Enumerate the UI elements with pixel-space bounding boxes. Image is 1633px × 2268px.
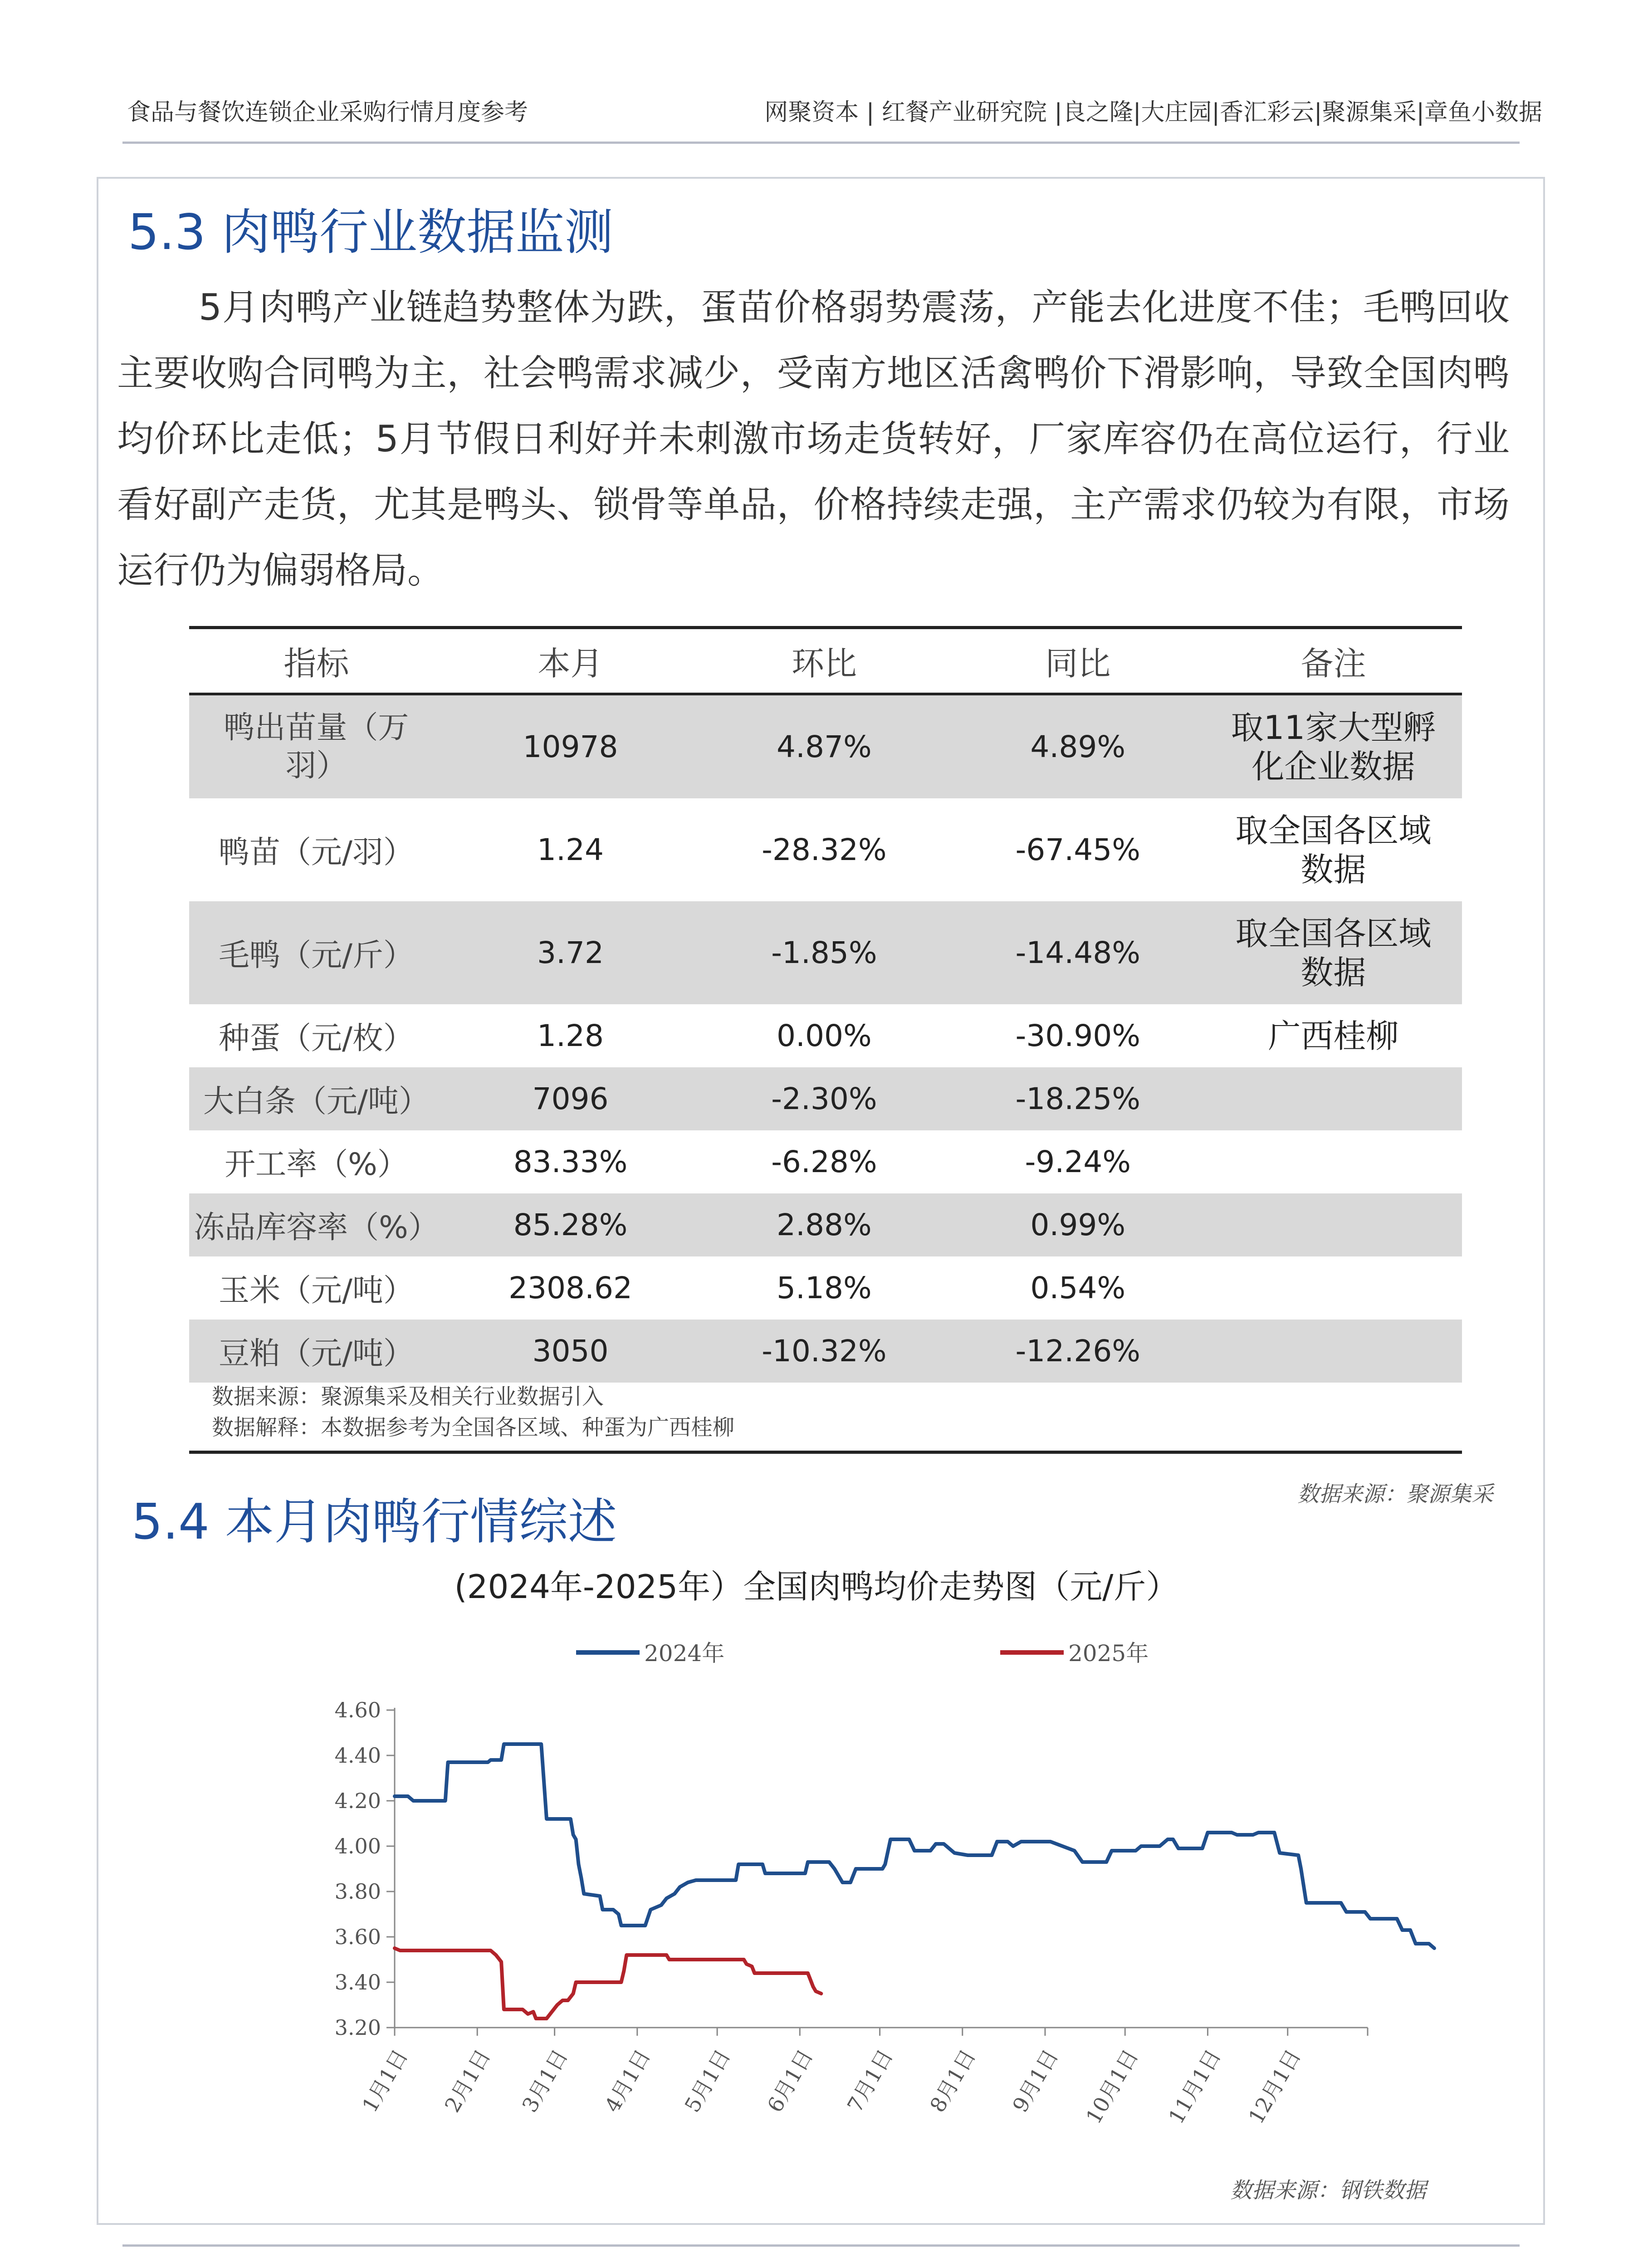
y-tick-label: 3.40	[334, 1970, 381, 1994]
row-indicator: 鸭出苗量（万羽）	[189, 694, 444, 798]
chart-title: (2024年-2025年）全国肉鸭均价走势图（元/斤）	[454, 1568, 1179, 1606]
x-tick-label: 1月1日	[357, 2045, 413, 2116]
section-5-4-title: 5.4 本月肉鸭行情综述	[132, 1494, 617, 1550]
y-tick-label: 3.60	[334, 1925, 381, 1949]
legend-label-2024: 2024年	[644, 1640, 725, 1667]
row-mom-value: 5.18%	[777, 1271, 872, 1305]
row-indicator: 种蛋（元/枚）	[218, 1021, 414, 1056]
row-month-value: 1.24	[537, 832, 604, 867]
x-tick-label: 7月1日	[842, 2045, 898, 2116]
row-indicator: 鸭苗（元/羽）	[218, 835, 414, 870]
row-month-value: 2308.62	[508, 1271, 632, 1305]
row-indicator: 大白条（元/吨）	[189, 1067, 444, 1130]
row-yoy-value: 4.89%	[951, 694, 1205, 798]
row-mom-value: 2.88%	[697, 1193, 951, 1256]
paragraph-text: 5月肉鸭产业链趋势整体为跌，蛋苗价格弱势震荡，产能去化进度不佳；毛鸭回收主要收购合同鸭为主，社会鸭需求减少，受南方地区活禽鸭价下滑影响，导致全国肉鸭均价环比走低；5月节假日利好并未刺激市场走货转好，厂家库容仍在高位运行，行业看好副产走货，尤其是鸭头、锁骨等单品，价格持续走强，主产需求仍较为有限，市场运行仍为偏弱格局。	[117, 286, 1510, 591]
chart-data-source: 数据来源：钢铁数据	[1230, 2178, 1427, 2203]
row-indicator: 开工率（%）	[225, 1147, 408, 1183]
column-header-month: 本月	[444, 628, 697, 694]
row-yoy-value: -67.45%	[1015, 832, 1140, 867]
row-mom-value: -2.30%	[697, 1067, 951, 1130]
row-mom-value: -6.28%	[771, 1144, 877, 1179]
row-mom-value: -10.32%	[697, 1320, 951, 1383]
row-month-value: 1.28	[537, 1018, 604, 1053]
x-tick-label: 9月1日	[1007, 2045, 1063, 2116]
row-month-value: 10978	[444, 694, 697, 798]
header-partners: 网聚资本 | 红餐产业研究院 |良之隆|大庄园|香汇彩云|聚源集采|章鱼小数据	[764, 99, 1542, 126]
x-tick-label: 8月1日	[925, 2045, 981, 2116]
row-indicator: 豆粕（元/吨）	[189, 1320, 444, 1383]
row-month-value: 85.28%	[444, 1193, 697, 1256]
x-tick-label: 2月1日	[440, 2045, 495, 2116]
x-tick-label: 12月1日	[1243, 2045, 1306, 2128]
footer-divider	[122, 2244, 1520, 2247]
x-tick-label: 11月1日	[1164, 2045, 1226, 2128]
row-note: 取全国各区域数据	[1235, 811, 1432, 889]
row-month-value: 3.72	[444, 901, 697, 1004]
series-line-2025	[395, 1948, 821, 2019]
row-indicator: 毛鸭（元/斤）	[189, 901, 444, 1004]
row-mom-value: -1.85%	[697, 901, 951, 1004]
legend-label-2025: 2025年	[1068, 1640, 1149, 1667]
row-yoy-value: -14.48%	[951, 901, 1205, 1004]
row-month-value: 3050	[444, 1320, 697, 1383]
table-data-source: 数据来源：聚源集采	[1297, 1481, 1494, 1507]
y-tick-label: 4.20	[334, 1789, 381, 1813]
row-note: 广西桂柳	[1268, 1017, 1399, 1055]
row-indicator: 玉米（元/吨）	[218, 1273, 414, 1309]
row-note: 取全国各区域数据	[1205, 901, 1462, 1004]
column-header-indicator: 指标	[189, 628, 444, 694]
row-month-value: 83.33%	[513, 1144, 628, 1179]
y-tick-label: 3.80	[334, 1879, 381, 1904]
row-mom-value: 4.87%	[697, 694, 951, 798]
y-tick-label: 4.00	[334, 1834, 381, 1858]
row-yoy-value: -18.25%	[951, 1067, 1205, 1130]
column-header-note: 备注	[1205, 628, 1462, 694]
x-tick-label: 10月1日	[1081, 2045, 1143, 2128]
table-explanation-line: 数据解释：本数据参考为全国各区域、种蛋为广西桂柳	[212, 1415, 735, 1440]
header-report-title: 食品与餐饮连锁企业采购行情月度参考	[127, 99, 528, 126]
row-mom-value: -28.32%	[762, 832, 887, 867]
row-yoy-value: -30.90%	[1015, 1018, 1140, 1053]
x-tick-label: 6月1日	[762, 2045, 818, 2116]
row-yoy-value: -12.26%	[951, 1320, 1205, 1383]
x-tick-label: 4月1日	[600, 2045, 655, 2116]
row-yoy-value: 0.54%	[1030, 1271, 1126, 1305]
row-mom-value: 0.00%	[777, 1018, 872, 1053]
x-tick-label: 3月1日	[517, 2045, 573, 2116]
y-tick-label: 4.40	[334, 1743, 381, 1768]
row-indicator: 冻品库容率（%）	[189, 1193, 444, 1256]
column-header-mom: 环比	[697, 628, 951, 694]
y-tick-label: 4.60	[334, 1698, 381, 1722]
table-source-line: 数据来源：聚源集采及相关行业数据引入	[212, 1384, 604, 1409]
y-tick-label: 3.20	[334, 2015, 381, 2040]
row-yoy-value: -9.24%	[1025, 1144, 1131, 1179]
column-header-yoy: 同比	[951, 628, 1205, 694]
section-5-3-title: 5.3 肉鸭行业数据监测	[128, 204, 614, 261]
row-yoy-value: 0.99%	[951, 1193, 1205, 1256]
row-note: 取11家大型孵化企业数据	[1205, 694, 1462, 798]
x-tick-label: 5月1日	[680, 2045, 735, 2116]
row-month-value: 7096	[444, 1067, 697, 1130]
series-line-2024	[395, 1744, 1434, 1948]
